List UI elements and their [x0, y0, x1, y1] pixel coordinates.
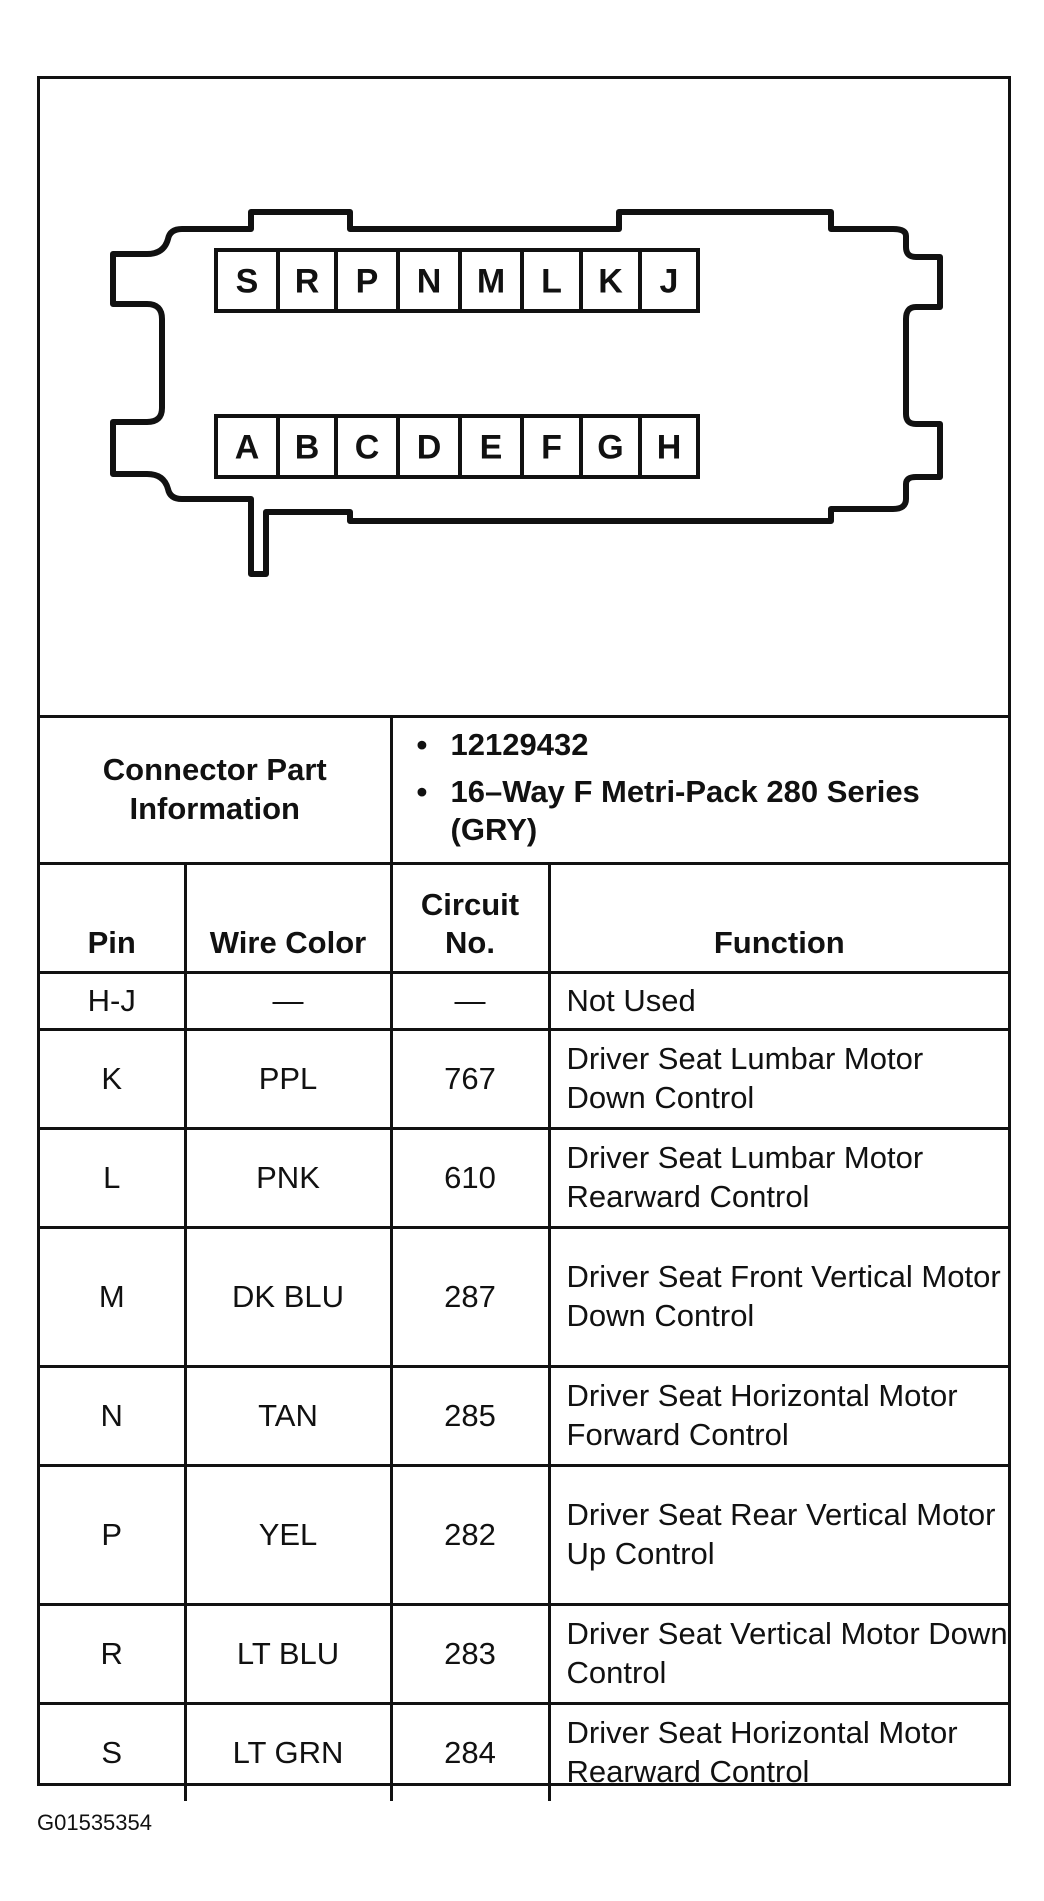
pin-label-r: R — [294, 262, 320, 301]
header-pin: Pin — [40, 864, 185, 973]
pin-label-f: F — [541, 428, 562, 467]
pin-label-j: J — [659, 262, 679, 301]
cell-wire-color: — — [185, 973, 391, 1030]
table-row — [40, 1605, 1008, 1704]
cell-function: Driver Seat Rear Vertical Motor Up Control — [549, 1466, 1008, 1605]
connector-outline-svg — [40, 79, 1008, 715]
cell-function: Driver Seat Lumbar Motor Down Control — [549, 1030, 1008, 1129]
cell-circuit: 284 — [391, 1704, 549, 1802]
bottom-pin-row — [216, 416, 698, 477]
pin-label-n: N — [416, 262, 442, 301]
cell-wire-color: YEL — [185, 1466, 391, 1605]
cell-pin: S — [40, 1704, 185, 1802]
table-row — [40, 973, 1008, 1030]
cell-function: Driver Seat Vertical Motor Down Control — [549, 1605, 1008, 1704]
bullet-icon: • — [416, 726, 428, 762]
header-wire-color: Wire Color — [185, 864, 391, 973]
cell-circuit: 285 — [391, 1367, 549, 1466]
cell-wire-color: PPL — [185, 1030, 391, 1129]
pin-row-border — [216, 250, 698, 311]
pin-label-k: K — [598, 262, 623, 301]
cell-circuit: 282 — [391, 1466, 549, 1605]
cell-function: Not Used — [549, 973, 1008, 1030]
connector-part-info-row — [40, 717, 1008, 864]
table-row — [40, 1228, 1008, 1367]
info-item-connector-type: • 16–Way F Metri-Pack 280 Series (GRY) — [416, 773, 920, 848]
cell-wire-color: TAN — [185, 1367, 391, 1466]
cell-circuit: 610 — [391, 1129, 549, 1228]
cell-circuit: 767 — [391, 1030, 549, 1129]
connector-figure-frame — [37, 76, 1011, 1789]
connector-face-diagram — [40, 79, 1008, 715]
pin-label-a: A — [234, 428, 260, 467]
cell-pin: P — [40, 1466, 185, 1605]
table-row — [40, 1704, 1008, 1802]
cell-pin: H-J — [40, 973, 185, 1030]
header-circuit: Circuit No. — [391, 864, 549, 973]
cell-circuit: 283 — [391, 1605, 549, 1704]
pin-label-l: L — [541, 262, 562, 301]
cell-circuit: 287 — [391, 1228, 549, 1367]
table-row — [40, 1367, 1008, 1466]
cell-pin: R — [40, 1605, 185, 1704]
pin-label-c: C — [354, 428, 380, 467]
pin-row-border — [216, 416, 698, 477]
cell-function: Driver Seat Horizontal Motor Rearward Control — [549, 1704, 1008, 1802]
cell-pin: L — [40, 1129, 185, 1228]
pin-label-b: B — [294, 428, 320, 467]
cell-wire-color: LT BLU — [185, 1605, 391, 1704]
header-function: Function — [549, 864, 1008, 973]
pin-label-d: D — [416, 428, 442, 467]
cell-function: Driver Seat Horizontal Motor Forward Control — [549, 1367, 1008, 1466]
pin-label-p: P — [355, 262, 379, 301]
table-row — [40, 1030, 1008, 1129]
cell-function: Driver Seat Front Vertical Motor Down Control — [549, 1228, 1008, 1367]
connector-part-info-label: Connector Part Information — [40, 717, 391, 864]
info-item-part-number: • 12129432 — [451, 726, 1009, 765]
table-row — [40, 1129, 1008, 1228]
pin-label-h: H — [656, 428, 682, 467]
table-row — [40, 1466, 1008, 1605]
cell-pin: K — [40, 1030, 185, 1129]
cell-circuit: — — [391, 973, 549, 1030]
cell-function: Driver Seat Lumbar Motor Rearward Control — [549, 1129, 1008, 1228]
connector-pin-table — [40, 715, 1008, 1801]
image-reference-code: G01535354 — [37, 1810, 152, 1835]
cell-wire-color: DK BLU — [185, 1228, 391, 1367]
cell-pin: M — [40, 1228, 185, 1367]
pin-label-g: G — [597, 428, 624, 467]
cell-wire-color: LT GRN — [185, 1704, 391, 1802]
bullet-icon: • — [416, 773, 428, 809]
top-pin-row — [216, 250, 698, 311]
pin-label-s: S — [235, 262, 259, 301]
cell-wire-color: PNK — [185, 1129, 391, 1228]
cell-pin: N — [40, 1367, 185, 1466]
pin-label-e: E — [479, 428, 503, 467]
table-header-row — [40, 864, 1008, 973]
connector-part-info-list — [391, 717, 1008, 864]
pin-label-m: M — [476, 262, 506, 301]
